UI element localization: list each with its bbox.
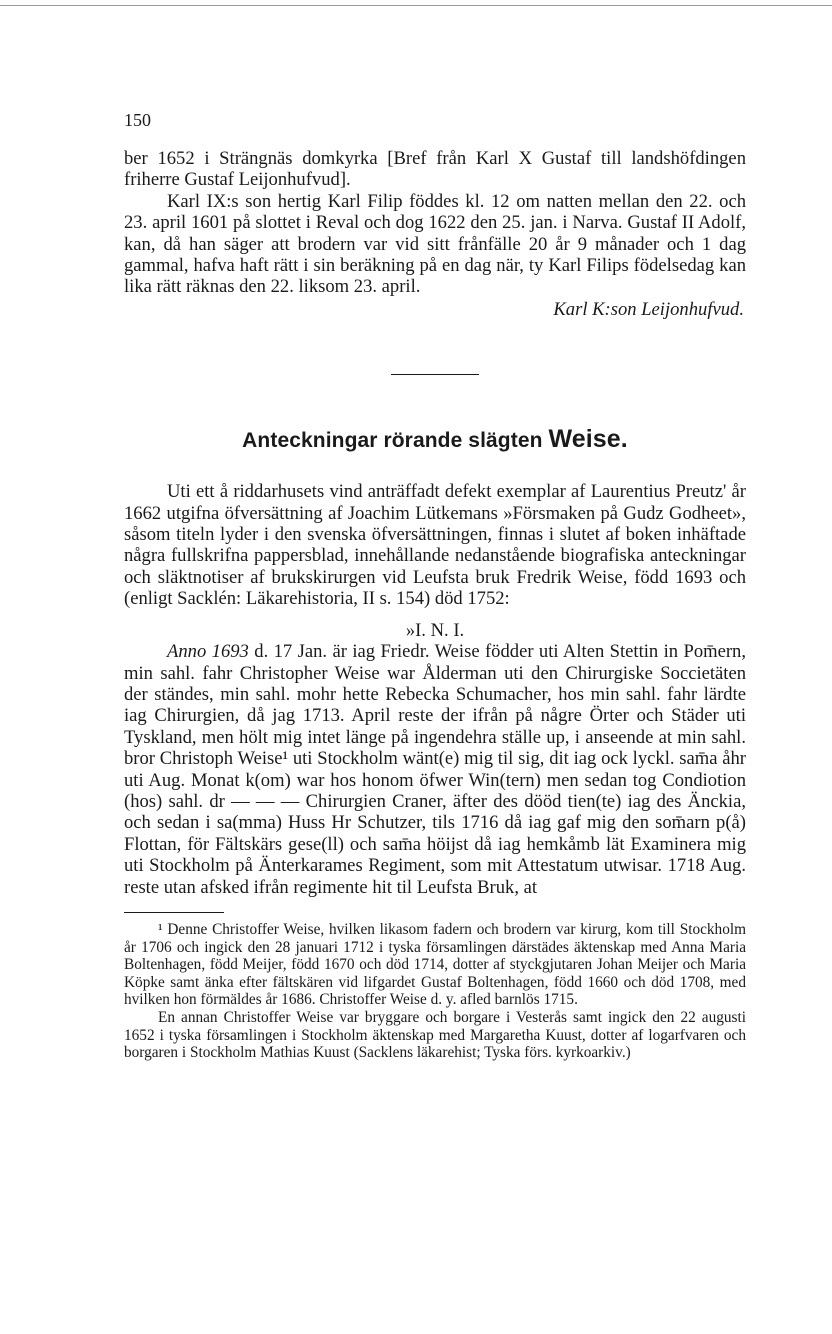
intro-paragraph: Uti ett å riddarhusets vind anträffadt defekt exemplar af Laurentius Preutz' år 1662 utgifna öfversättning af Joachim Lütkemans »Försmaken på Gudz Godheet», såsom titeln lyder i den svenska öfversättningen, finnas i slutet af boken inhäftade några fullskrifna pappersblad, innehållande nedanstående biografiska anteckningar och släktnotiser af brukskirurgen vid Leufsta bruk Fredrik Weise, född 1693 och (enligt Sacklén: Läkarehistoria, II s. 154) död 1752: (124, 481, 746, 610)
section-divider (391, 374, 479, 375)
footnote-continuation: En annan Christoffer Weise var bryggare och borgare i Vesterås samt ingick den 22 augusti 1652 i tyska församlingen i Stockholm äktenskap med Margaretha Kuust, dotter af logarfvaren och borgaren i Stockholm Mathias Kuust (Sacklens läkarehist; Tyska förs. kyrkoarkiv.) (124, 1008, 746, 1062)
heading-main: Anteckningar rörande slägten (242, 429, 543, 453)
section-heading (124, 425, 746, 455)
book-page (124, 108, 746, 1062)
author-signature: Karl K:son Leijonhufvud. (553, 298, 744, 320)
invocation-line: »I. N. I. (405, 619, 465, 641)
document-lead: Anno 1693 (167, 641, 249, 663)
continuation-paragraph: ber 1652 i Strängnäs domkyrka [Bref från Karl X Gustaf till landshöfdingen friherre Gustaf Leijonhufvud]. (124, 148, 746, 191)
heading-name: Weise. (548, 425, 628, 454)
top-border-line (0, 5, 832, 6)
footnote-rule (124, 912, 224, 913)
page-number: 150 (124, 110, 151, 130)
karl-filip-paragraph: Karl IX:s son hertig Karl Filip föddes kl. 12 om natten mellan den 22. och 23. april 1601 på slottet i Reval och dog 1622 den 25. jan. i Narva. Gustaf II Adolf, kan, då han säger att brodern var vid sitt frånfälle 20 år 9 månader och 1 dag gammal, hafva haft rätt i sin beräkning på en dag när, ty Karl Filips födelsedag kan lika rätt räknas den 22. liksom 23. april. (124, 190, 746, 298)
weise-document-text (124, 641, 746, 898)
document-body: d. 17 Jan. är iag Friedr. Weise födder uti Alten Stettin in Pom̄ern, min sahl. fahr Christopher Weise war Ålderman uti den Chirurgiske Soccietäten der ständes, min sahl. mohr hette Rebecka Schumacher, hos min sahl. fahr lärdte iag Chirurgien, då jag 1713. April reste der ifrån på någre Örter och Städer uti Tyskland, men hölt mig intet länge på ingendehra ställe up, i anseende at min sahl. bror Christoph Weise¹ uti Stockholm wänt(e) mig til sig, dit iag ock lyckl. sam̄a åhr uti Aug. Monat k(om) war hos honom öfwer Win(tern) men sedan tog Condiotion (hos) sahl. dr — — — Chirurgien Craner, äfter des dööd tien(te) iag des Änckia, och sedan i sa(mma) Huss Hr Schutzer, tils 1716 då iag gaf mig den som̄arn p(å) Flottan, för Fältskärs gese(ll) och sam̄a höijst då iag hemkåmb lät Examinera mig uti Stockholm på Änterkarames Regiment, som mit Attestatum utwisar. 1718 Aug. reste utan afsked ifrån regimente hit til Leufsta Bruk, at (124, 641, 746, 898)
footnote-1: ¹ Denne Christoffer Weise, hvilken likasom fadern och brodern var kirurg, kom till Stockholm år 1706 och ingick den 28 januari 1712 i tyska församlingen därstädes äktenskap med Anna Maria Boltenhagen, född Meijer, född 1670 och död 1714, dotter af styckgjutaren Johan Meijer och Maria Köpke samt änka efter fältskären vid lifgardet Gustaf Boltenhagen, född 1660 och död 1708, med hvilken hon förmäldes år 1686. Christoffer Weise d. y. afled barnlös 1715. (124, 920, 746, 1009)
